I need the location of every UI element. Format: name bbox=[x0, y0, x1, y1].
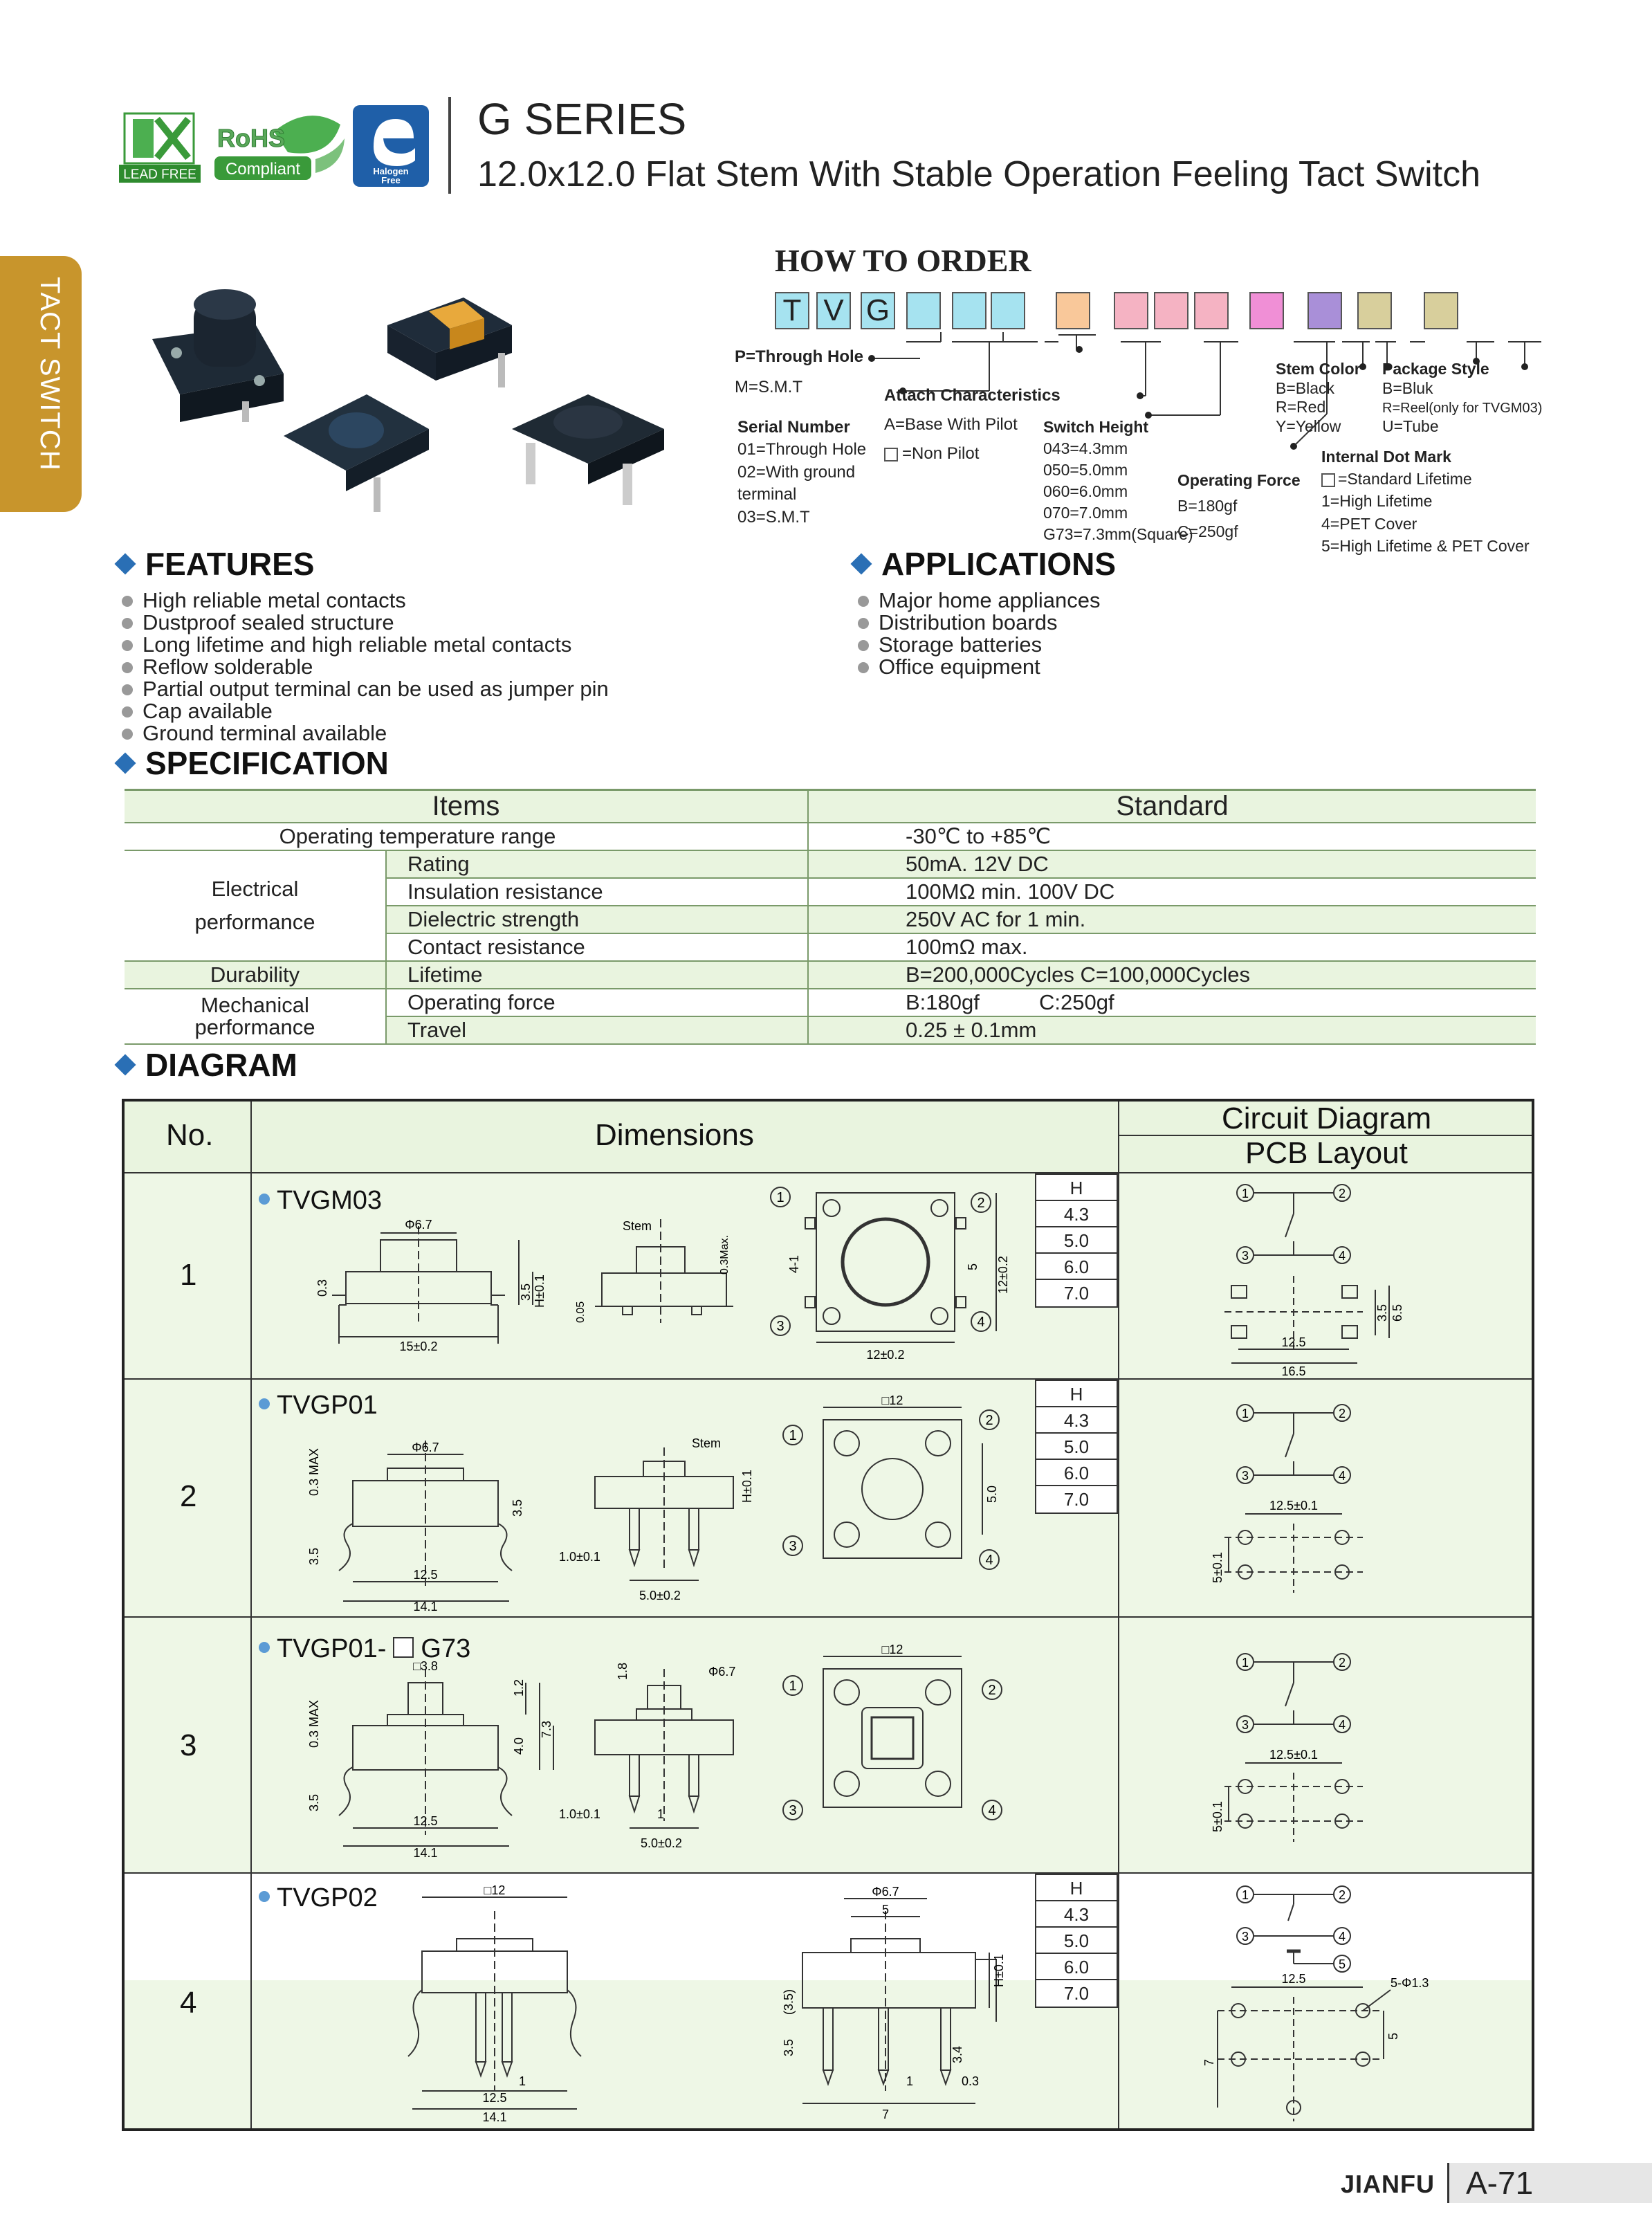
height-table bbox=[1035, 1173, 1118, 1308]
order-code-box-t: T bbox=[775, 292, 809, 329]
dim-label: 0.3Max. bbox=[719, 1235, 731, 1274]
specification-heading bbox=[118, 744, 389, 782]
dim-label: 14.1 bbox=[413, 1600, 438, 1614]
grid-line bbox=[125, 1872, 1532, 1874]
spec-row bbox=[125, 850, 1536, 878]
spec-group-line: Electrical bbox=[211, 877, 299, 901]
dim-label: 5 bbox=[1386, 2032, 1400, 2040]
height-value: 4.3 bbox=[1036, 1901, 1117, 1928]
dim-label: 1 bbox=[657, 1807, 665, 1821]
dim-label: Stem bbox=[623, 1219, 652, 1233]
order-attach-a: A=Base With Pilot bbox=[884, 415, 1018, 434]
halogen-free-logo bbox=[353, 105, 429, 187]
pin-number: 3 bbox=[789, 1803, 797, 1818]
height-value: 6.0 bbox=[1036, 1460, 1117, 1486]
pin-number: 1 bbox=[789, 1428, 797, 1443]
spec-group-line: performance bbox=[194, 1015, 315, 1039]
diagram-table bbox=[122, 1099, 1534, 2131]
dim-label: 3.5 bbox=[307, 1547, 321, 1565]
dim-label: 0.3 MAX bbox=[307, 1447, 321, 1496]
order-force-item: C=250gf bbox=[1177, 522, 1238, 540]
model-name-suffix: G73 bbox=[421, 1634, 471, 1663]
features-heading bbox=[118, 545, 315, 583]
application-item: Major home appliances bbox=[858, 590, 1101, 612]
order-code-box-g: G bbox=[861, 292, 895, 329]
order-code-box-type bbox=[906, 292, 941, 329]
pin-number: 1 bbox=[1241, 1187, 1249, 1200]
page-subtitle: 12.0x12.0 Flat Stem With Stable Operation Feeling Tact Switch bbox=[477, 154, 1480, 194]
dim-label: 3.4 bbox=[951, 2045, 964, 2063]
order-code-box-package bbox=[1424, 292, 1458, 329]
lead-free-logo bbox=[119, 109, 201, 184]
feature-item: Partial output terminal can be used as jumper pin bbox=[122, 678, 609, 700]
dim-label: □12 bbox=[484, 1883, 506, 1897]
footer-brand: JIANFU bbox=[1341, 2170, 1435, 2198]
tvgp01-g73-front-view bbox=[553, 1655, 775, 1863]
grid-line bbox=[1118, 1102, 1119, 2128]
dim-label: 15±0.2 bbox=[399, 1340, 438, 1353]
spec-item: Operating temperature range bbox=[125, 823, 808, 850]
tvgp02-front-view bbox=[733, 1883, 1010, 2126]
dim-label: 0.05 bbox=[575, 1301, 587, 1323]
pin-number: 4 bbox=[1338, 1718, 1346, 1732]
diagram-title: DIAGRAM bbox=[145, 1047, 297, 1083]
diagram-heading bbox=[118, 1046, 297, 1084]
dim-label: Φ6.7 bbox=[708, 1665, 736, 1679]
tvgp01-circuit-pcb bbox=[1204, 1392, 1453, 1607]
dim-label: 14.1 bbox=[482, 2110, 507, 2124]
order-dot-checkbox bbox=[1321, 473, 1335, 487]
order-force-block bbox=[1177, 468, 1301, 544]
pin-number: 4 bbox=[1338, 1469, 1346, 1483]
dim-label: 0.3 MAX bbox=[307, 1699, 321, 1748]
order-code-box-v: V bbox=[816, 292, 851, 329]
dim-label: 12.5 bbox=[1281, 1335, 1306, 1349]
order-package-block bbox=[1382, 360, 1542, 436]
how-to-order-title: HOW TO ORDER bbox=[775, 243, 1031, 278]
order-code-box-attach bbox=[1056, 292, 1090, 329]
dim-label: 5 bbox=[966, 1263, 980, 1270]
pin-number: 2 bbox=[1338, 1656, 1346, 1670]
applications-list bbox=[858, 590, 1101, 678]
order-attach-title: Attach Characteristics bbox=[884, 386, 1061, 405]
tvgm03-circuit-pcb bbox=[1204, 1179, 1453, 1380]
features-title: FEATURES bbox=[145, 546, 315, 582]
feature-item: Long lifetime and high reliable metal contacts bbox=[122, 634, 609, 656]
order-height-item: 070=7.0mm bbox=[1043, 504, 1128, 522]
dim-label: 5 bbox=[881, 1903, 890, 1917]
order-stem-item: B=Black bbox=[1276, 378, 1335, 397]
spec-item: Travel bbox=[386, 1016, 808, 1044]
dim-label: □3.8 bbox=[413, 1659, 438, 1673]
dim-label: 5±0.1 bbox=[1211, 1801, 1224, 1832]
order-code-box-height-3 bbox=[1194, 292, 1229, 329]
spec-value: 50mA. 12V DC bbox=[808, 850, 1536, 878]
pin-number: 2 bbox=[977, 1196, 985, 1211]
order-serial-block bbox=[737, 417, 866, 529]
height-value: 7.0 bbox=[1063, 1489, 1090, 1510]
pin-number: 4 bbox=[985, 1553, 993, 1568]
order-serial-item: 02=With ground bbox=[737, 462, 856, 482]
order-package-title: Package Style bbox=[1382, 360, 1489, 378]
order-attach-non-text: =Non Pilot bbox=[902, 444, 980, 463]
tvgm03-front-view bbox=[567, 1205, 740, 1344]
order-force-title: Operating Force bbox=[1177, 471, 1301, 489]
halogen-free-text: Free bbox=[381, 175, 401, 185]
spec-row bbox=[125, 989, 1536, 1016]
pin-number: 1 bbox=[1241, 1656, 1249, 1670]
dim-label: 5±0.1 bbox=[1211, 1552, 1224, 1583]
order-package-item: B=Bluk bbox=[1382, 378, 1433, 397]
order-dot-item: =Standard Lifetime bbox=[1338, 470, 1472, 488]
tvgp01-top-view bbox=[775, 1392, 1017, 1607]
title-divider bbox=[448, 97, 451, 194]
dim-label: 3.5 bbox=[782, 2038, 796, 2056]
grid-line bbox=[125, 1172, 1532, 1173]
dim-label: 4.0 bbox=[512, 1737, 526, 1755]
order-code-box-force bbox=[1249, 292, 1284, 329]
pin-number: 3 bbox=[1241, 1718, 1249, 1732]
dim-label: 14.1 bbox=[413, 1846, 438, 1860]
spec-row bbox=[125, 823, 1536, 850]
halogen-text: Halogen bbox=[373, 166, 409, 176]
order-height-item: G73=7.3mm(Square) bbox=[1043, 525, 1193, 544]
order-serial-item: terminal bbox=[737, 485, 797, 504]
feature-item: Dustproof sealed structure bbox=[122, 612, 609, 634]
pin-number: 1 bbox=[789, 1679, 797, 1694]
tvgp02-circuit-pcb bbox=[1190, 1879, 1453, 2128]
dim-label: Φ6.7 bbox=[872, 1885, 899, 1899]
order-height-item: 060=6.0mm bbox=[1043, 482, 1128, 501]
row-number: 1 bbox=[180, 1258, 197, 1292]
feature-item: Cap available bbox=[122, 700, 609, 722]
model-name-prefix: TVGP01- bbox=[277, 1634, 387, 1663]
tvgm03-top-view bbox=[761, 1179, 1017, 1366]
order-code-box-height-2 bbox=[1154, 292, 1188, 329]
product-photos bbox=[138, 277, 678, 526]
spec-value: 100mΩ max. bbox=[808, 933, 1536, 961]
order-package-item: U=Tube bbox=[1382, 417, 1439, 435]
spec-value: B:180gf C:250gf bbox=[808, 989, 1536, 1016]
spec-item: Lifetime bbox=[386, 961, 808, 989]
tvgp01-g73-top-view bbox=[775, 1627, 1017, 1856]
dim-label: (3.5) bbox=[782, 1989, 796, 2015]
dim-label: 12.5 bbox=[482, 2091, 507, 2105]
side-tab-label: TACT SWITCH bbox=[35, 277, 65, 471]
spec-group-electrical bbox=[125, 850, 386, 961]
row-number: 4 bbox=[180, 1986, 197, 2020]
pin-number: 2 bbox=[1338, 1407, 1346, 1420]
order-height-block bbox=[1043, 417, 1193, 545]
diamond-icon bbox=[850, 553, 872, 574]
height-value: 4.3 bbox=[1036, 1201, 1117, 1227]
spec-item: Insulation resistance bbox=[386, 878, 808, 906]
pin-number: 1 bbox=[1241, 1407, 1249, 1420]
side-tab bbox=[0, 256, 82, 512]
order-height-item: 043=4.3mm bbox=[1043, 439, 1128, 458]
dim-label: 0.3 bbox=[962, 2074, 980, 2088]
tvgp02-side-view bbox=[353, 1883, 643, 2126]
height-value: 5.0 bbox=[1036, 1434, 1117, 1460]
order-code-box-dot bbox=[1357, 292, 1392, 329]
pin-number: 2 bbox=[1338, 1187, 1346, 1200]
order-package-item: R=Reel(only for TVGM03) bbox=[1382, 401, 1543, 417]
photo-switch-round-stem bbox=[284, 394, 429, 512]
order-attach-checkbox bbox=[884, 448, 898, 461]
feature-item: Ground terminal available bbox=[122, 722, 609, 744]
lead-free-text: LEAD FREE bbox=[123, 167, 196, 182]
dim-label: 3.5 bbox=[1375, 1304, 1389, 1322]
height-header: H bbox=[1036, 1381, 1117, 1407]
applications-title: APPLICATIONS bbox=[881, 546, 1117, 582]
pin-number: 4 bbox=[977, 1315, 985, 1330]
spec-header-standard: Standard bbox=[808, 790, 1536, 823]
spec-item: Operating force bbox=[386, 989, 808, 1016]
order-dot-block bbox=[1321, 446, 1530, 557]
dim-label: 3.5 bbox=[307, 1793, 321, 1811]
spec-group-line: performance bbox=[194, 910, 315, 934]
model-name: TVGP02 bbox=[259, 1883, 378, 1913]
pin-number: 3 bbox=[1241, 1469, 1249, 1483]
height-table bbox=[1035, 1874, 1118, 2008]
order-code-box-height-1 bbox=[1114, 292, 1148, 329]
col-no-header: No. bbox=[166, 1118, 214, 1152]
pin-number: 3 bbox=[776, 1319, 784, 1334]
dim-label: 5.0±0.2 bbox=[639, 1589, 681, 1602]
order-dot-item: 5=High Lifetime & PET Cover bbox=[1321, 536, 1530, 555]
order-height-title: Switch Height bbox=[1043, 418, 1149, 436]
diamond-icon bbox=[114, 1054, 136, 1075]
pin-number: 3 bbox=[1241, 1249, 1249, 1263]
row-number: 2 bbox=[180, 1479, 197, 1513]
application-item: Distribution boards bbox=[858, 612, 1101, 634]
order-serial-item: 01=Through Hole bbox=[737, 440, 867, 459]
spec-item: Contact resistance bbox=[386, 933, 808, 961]
dim-label: 6.5 bbox=[1391, 1304, 1404, 1322]
row-number: 3 bbox=[180, 1728, 197, 1762]
dim-label: 1 bbox=[519, 2074, 526, 2088]
order-height-item: 050=5.0mm bbox=[1043, 461, 1128, 479]
dim-label: H±0.1 bbox=[740, 1470, 754, 1503]
col-pcb-header: PCB Layout bbox=[1245, 1136, 1408, 1170]
tvgp01-front-view bbox=[553, 1399, 775, 1607]
spec-group-line: Mechanical bbox=[201, 993, 309, 1017]
footer-page-number: A-71 bbox=[1447, 2163, 1652, 2203]
spec-value: 250V AC for 1 min. bbox=[808, 906, 1536, 933]
dim-label: 12.5 bbox=[413, 1814, 438, 1828]
photo-switch-yellow-stem bbox=[387, 298, 512, 387]
dim-label: □12 bbox=[881, 1393, 903, 1407]
photo-switch-tall-stem bbox=[152, 289, 284, 422]
dim-label: 1.0±0.1 bbox=[559, 1550, 600, 1564]
pin-number: 2 bbox=[988, 1683, 996, 1698]
order-stem-title: Stem Color bbox=[1276, 360, 1361, 378]
spec-header-items: Items bbox=[125, 790, 808, 823]
dim-label: 12.5 bbox=[1281, 1972, 1306, 1986]
pin-number: 4 bbox=[1338, 1930, 1346, 1944]
dim-label: 4-1 bbox=[787, 1254, 801, 1273]
height-header: H bbox=[1036, 1175, 1117, 1201]
dim-label: 7.3 bbox=[540, 1720, 553, 1738]
dim-label: Stem bbox=[692, 1436, 722, 1450]
model-name: TVGM03 bbox=[259, 1186, 382, 1216]
dim-label: 1.2 bbox=[512, 1679, 526, 1697]
spec-group-mechanical bbox=[125, 989, 386, 1044]
height-value: 5.0 bbox=[1036, 1227, 1117, 1254]
height-value: 6.0 bbox=[1036, 1954, 1117, 1980]
dim-label: 3.5 bbox=[511, 1499, 524, 1517]
spec-value: -30℃ to +85℃ bbox=[808, 823, 1536, 850]
dim-label: Φ6.7 bbox=[405, 1219, 432, 1232]
spec-item: Rating bbox=[386, 850, 808, 878]
dim-label: 12.5±0.1 bbox=[1269, 1499, 1318, 1513]
dim-label: 5-Φ1.3 bbox=[1391, 1976, 1429, 1990]
dim-label: 7 bbox=[881, 2108, 890, 2121]
grid-line bbox=[125, 1616, 1532, 1618]
spec-row bbox=[125, 961, 1536, 989]
spec-group-durability: Durability bbox=[125, 961, 386, 989]
dim-label: 7 bbox=[1202, 2058, 1216, 2066]
height-header: H bbox=[1036, 1875, 1117, 1901]
height-value: 7.0 bbox=[1063, 1283, 1090, 1304]
order-dot-item: 1=High Lifetime bbox=[1321, 492, 1433, 511]
spec-header-row bbox=[125, 790, 1536, 823]
diamond-icon bbox=[114, 553, 136, 574]
pin-number: 3 bbox=[1241, 1930, 1249, 1944]
dim-label: 1 bbox=[906, 2074, 914, 2088]
height-table bbox=[1035, 1380, 1118, 1514]
series-title: G SERIES bbox=[477, 94, 687, 144]
model-name: TVGP01 bbox=[259, 1391, 378, 1420]
order-stem-item: R=Red bbox=[1276, 398, 1326, 417]
order-code-box-serial-1 bbox=[952, 292, 986, 329]
dim-label: 5.0 bbox=[985, 1485, 999, 1503]
application-item: Office equipment bbox=[858, 656, 1101, 678]
spec-value: 100MΩ min. 100V DC bbox=[808, 878, 1536, 906]
feature-item: Reflow solderable bbox=[122, 656, 609, 678]
diamond-icon bbox=[114, 752, 136, 774]
dim-label: 1.8 bbox=[616, 1662, 630, 1680]
specification-table bbox=[125, 789, 1536, 1045]
application-item: Storage batteries bbox=[858, 634, 1101, 656]
specification-title: SPECIFICATION bbox=[145, 745, 389, 781]
feature-item: High reliable metal contacts bbox=[122, 590, 609, 612]
rohs-text: RoHS bbox=[217, 124, 285, 152]
order-serial-title: Serial Number bbox=[737, 418, 850, 437]
order-serial-item: 03=S.M.T bbox=[737, 507, 810, 527]
dim-label: 1.0±0.1 bbox=[559, 1807, 600, 1821]
pin-number: 4 bbox=[1338, 1249, 1346, 1263]
order-stem-item: Y=Yellow bbox=[1276, 417, 1341, 435]
dim-label: 0.3 bbox=[315, 1279, 329, 1297]
dim-label: 12±0.2 bbox=[866, 1348, 905, 1362]
height-value: 5.0 bbox=[1036, 1928, 1117, 1954]
dim-label: H±0.1 bbox=[533, 1274, 547, 1308]
col-circuit-header: Circuit Diagram bbox=[1222, 1102, 1432, 1135]
order-force-item: B=180gf bbox=[1177, 496, 1238, 515]
spec-value: B=200,000Cycles C=100,000Cycles bbox=[808, 961, 1536, 989]
pin-number: 1 bbox=[1241, 1888, 1249, 1902]
tvgp01-g73-circuit-pcb bbox=[1204, 1641, 1453, 1856]
grid-line bbox=[250, 1102, 252, 2128]
dim-label: H±0.1 bbox=[992, 1954, 1006, 1987]
order-code-box-stem bbox=[1307, 292, 1342, 329]
order-m-smt: M=S.M.T bbox=[735, 378, 803, 396]
photo-switch-flat-stem bbox=[512, 394, 664, 505]
pin-number: 1 bbox=[776, 1190, 784, 1205]
dim-label: 12.5±0.1 bbox=[1269, 1748, 1318, 1762]
pin-number: 3 bbox=[789, 1539, 797, 1554]
dim-label: 12.5 bbox=[413, 1568, 438, 1582]
applications-heading bbox=[854, 545, 1116, 583]
dim-label: 3.5 bbox=[519, 1283, 533, 1301]
pin-number: 2 bbox=[985, 1413, 993, 1428]
order-stem-block bbox=[1276, 360, 1361, 436]
rohs-compliant-text: Compliant bbox=[225, 160, 301, 179]
order-code-box-serial-2 bbox=[991, 292, 1025, 329]
dim-label: 12±0.2 bbox=[996, 1256, 1010, 1294]
features-list bbox=[122, 590, 609, 744]
pin-number: 4 bbox=[988, 1803, 996, 1818]
height-value: 7.0 bbox=[1063, 1983, 1090, 2004]
dim-label: 16.5 bbox=[1281, 1364, 1306, 1378]
col-dimensions-header: Dimensions bbox=[595, 1118, 754, 1152]
height-value: 6.0 bbox=[1036, 1254, 1117, 1280]
order-attach-non bbox=[884, 443, 979, 465]
order-dot-item: 4=PET Cover bbox=[1321, 514, 1417, 533]
dim-label: Φ6.7 bbox=[412, 1441, 439, 1454]
dim-label: □12 bbox=[881, 1643, 903, 1656]
pin-number: 5 bbox=[1338, 1957, 1346, 1971]
order-dot-title: Internal Dot Mark bbox=[1321, 448, 1451, 466]
dim-label: 5.0±0.2 bbox=[641, 1836, 682, 1850]
spec-item: Dielectric strength bbox=[386, 906, 808, 933]
order-p-through-hole: P=Through Hole bbox=[735, 347, 863, 366]
pin-number: 2 bbox=[1338, 1888, 1346, 1902]
height-value: 4.3 bbox=[1036, 1407, 1117, 1434]
spec-value: 0.25 ± 0.1mm bbox=[808, 1016, 1536, 1044]
rohs-logo bbox=[212, 111, 347, 183]
